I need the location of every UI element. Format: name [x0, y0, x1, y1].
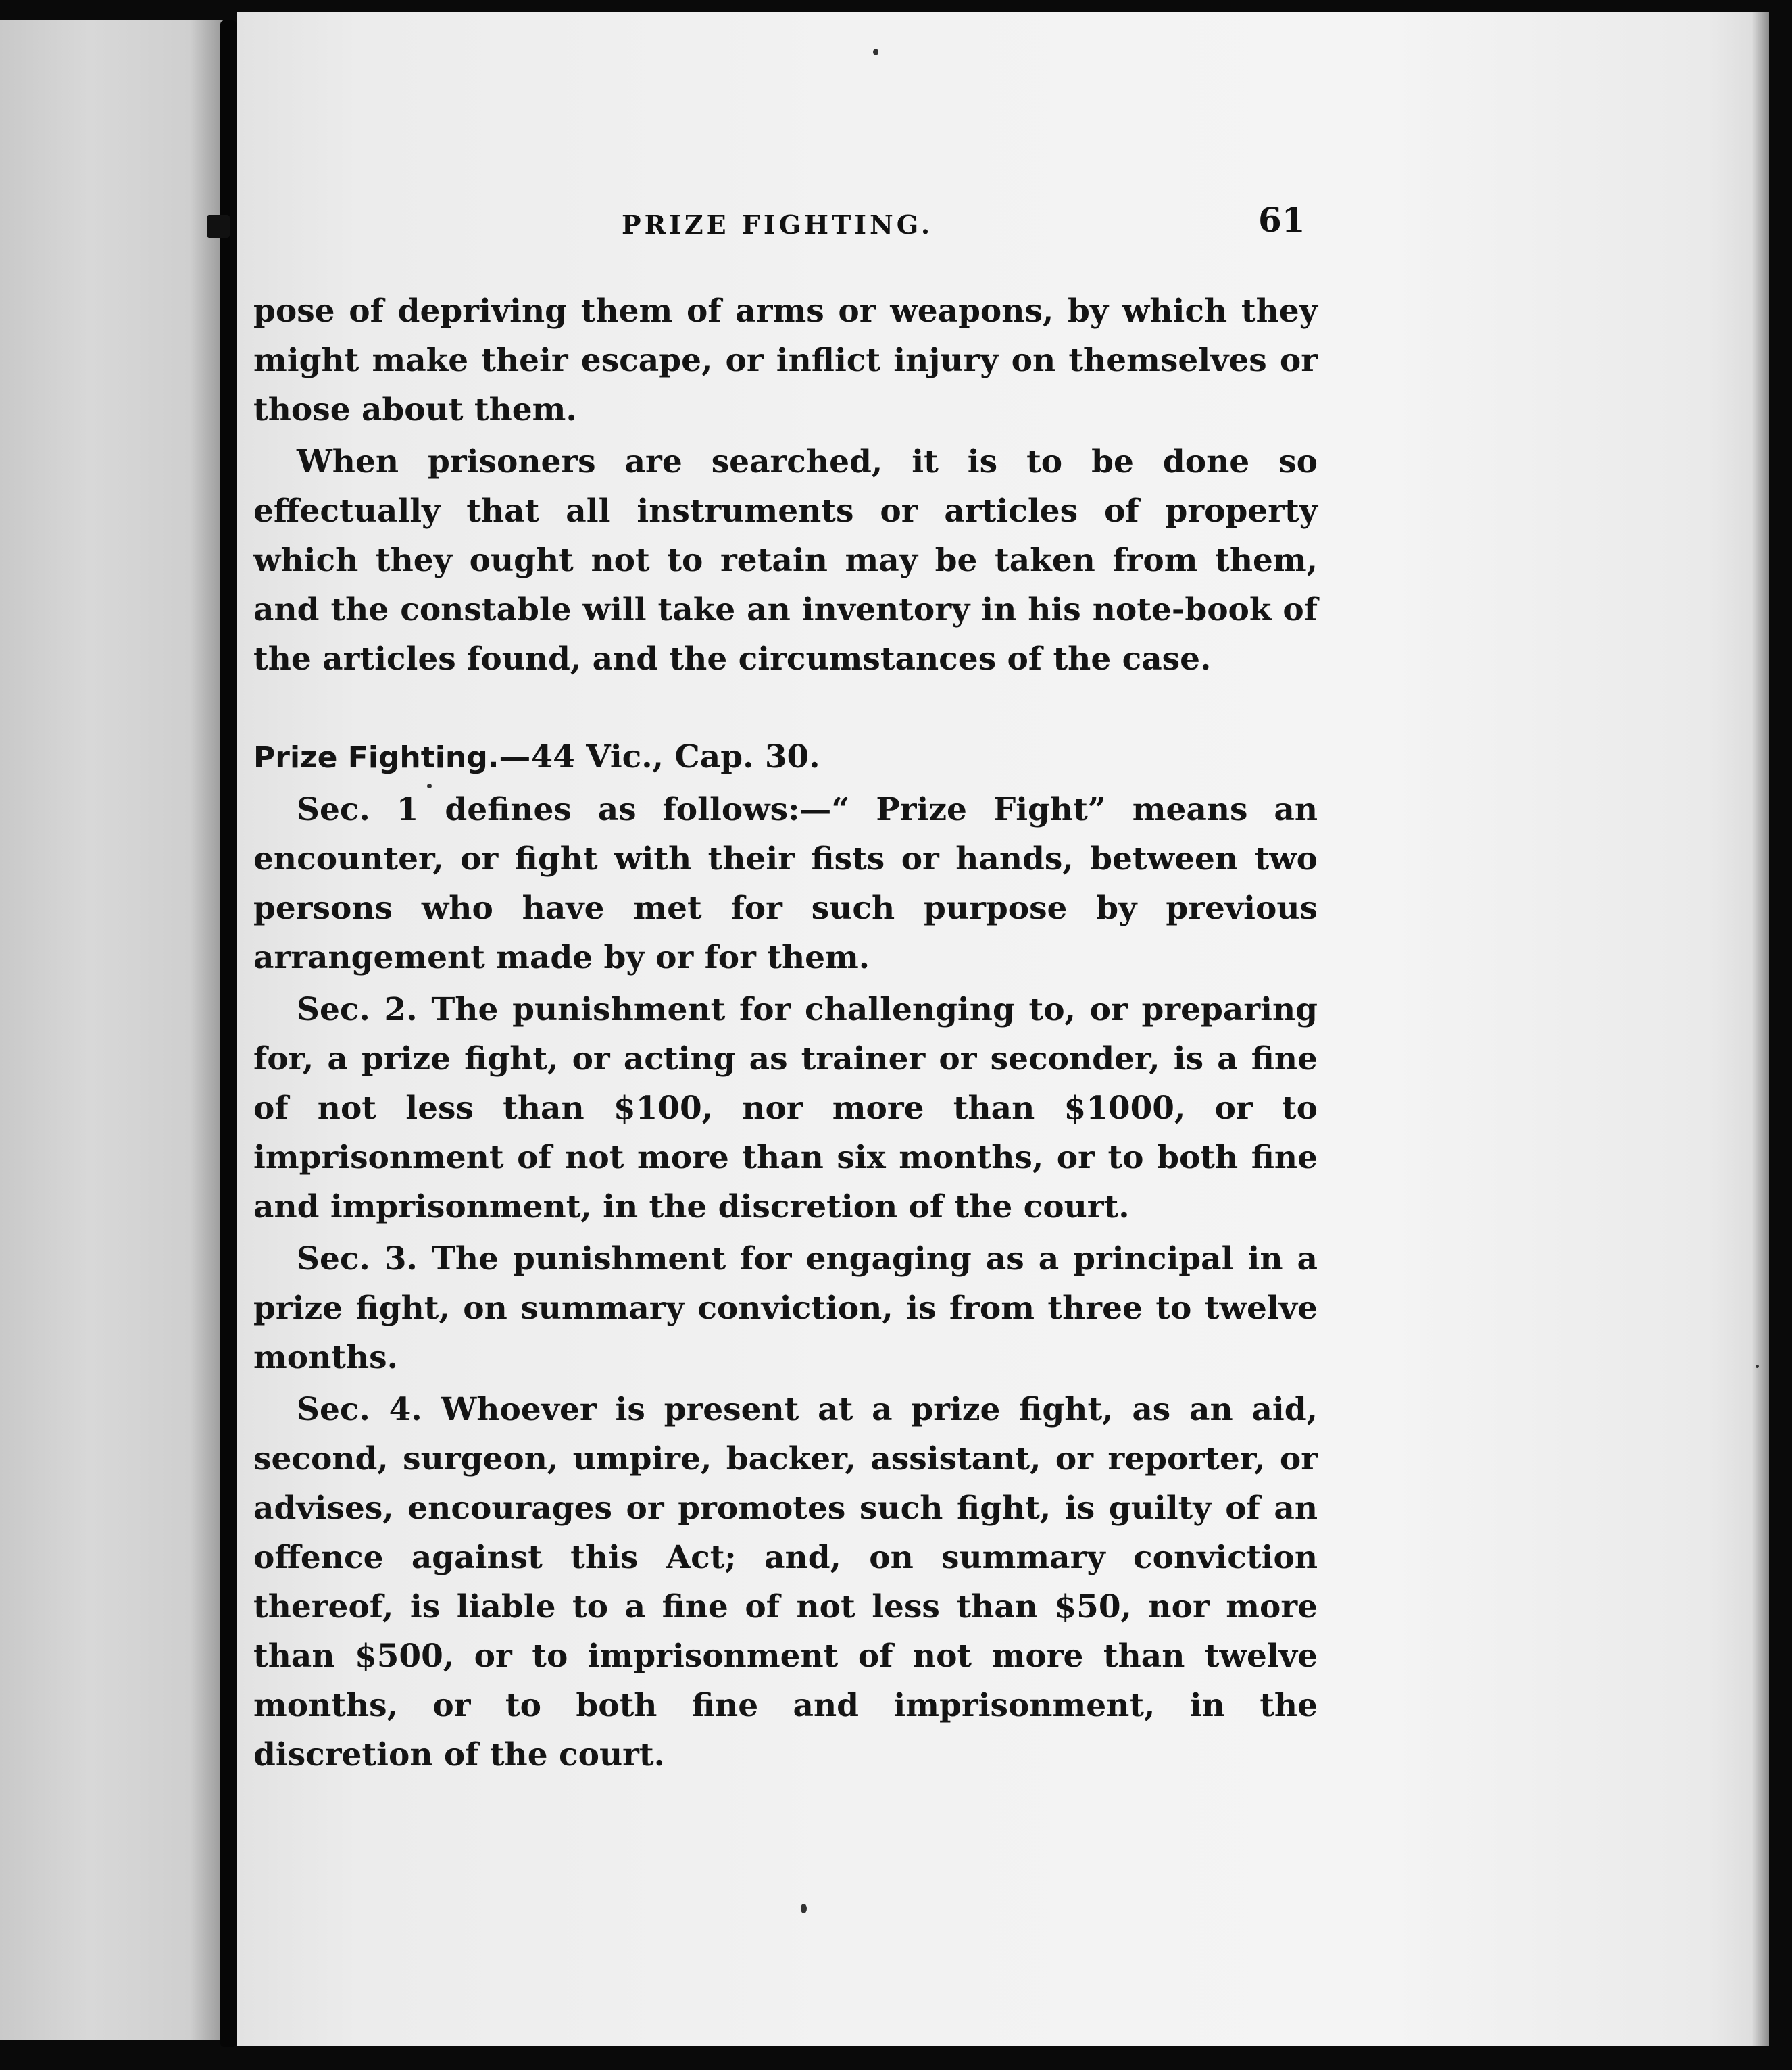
page-body: [253, 286, 1318, 1782]
page-edge-shadow: [1751, 12, 1769, 2046]
paragraph-continuation: pose of depriving them of arms or weapons, by which they might make their escape, or inflict injury on themselves or those about them.: [253, 293, 1318, 428]
scan-speck: [801, 1904, 807, 1913]
scan-speck: [873, 49, 878, 55]
scan-speck: [1756, 1365, 1759, 1368]
paragraph-searching-prisoners: When prisoners are searched, it is to be done so effectually that all instruments or articles of property which they ought not to retain may be taken from them, and the constable will take an inventory in his note-book of the articles found, and the circumstances of the case.: [253, 443, 1318, 678]
section-4-text: Sec. 4. Whoever is present at a prize fight, as an aid, second, surgeon, umpire, backer, assistant, or reporter, or advises, encourages or promotes such fight, is guilty of an offence against this Act; and, on summary conviction thereof, is liable to a fine of not less than $50, nor more than $500, or to imprisonment of not more than twelve months, or to both fine and imprisonment, in the discretion of the court.: [253, 1391, 1318, 1773]
page-number: 61: [1258, 200, 1305, 240]
facing-page-edge: [0, 20, 223, 2040]
section-3-text: Sec. 3. The punishment for engaging as a principal in a prize fight, on summary conviction, is from three to twelve months.: [253, 1240, 1318, 1376]
binding-mark: [207, 215, 230, 238]
section-title: Prize Fighting.: [253, 740, 499, 775]
scan-speck: [427, 784, 432, 788]
running-head: PRIZE FIGHTING.: [622, 209, 934, 240]
section-1-text: Sec. 1 defines as follows:—“ Prize Fight” means an encounter, or fight with their fists or hands, between two persons who have met for such purpose by previous arrangement made by or for them.: [253, 791, 1318, 976]
section-heading: [253, 732, 1318, 782]
binding-gutter: [220, 20, 237, 2047]
section-2-text: Sec. 2. The punishment for challenging to, or preparing for, a prize fight, or acting as trainer or seconder, is a fine of not less than $100, nor more than $1000, or to imprisonment of not more than six months, or to both fine and imprisonment, in the discretion of the court.: [253, 991, 1318, 1226]
section-citation: —44 Vic., Cap. 30.: [499, 738, 820, 776]
